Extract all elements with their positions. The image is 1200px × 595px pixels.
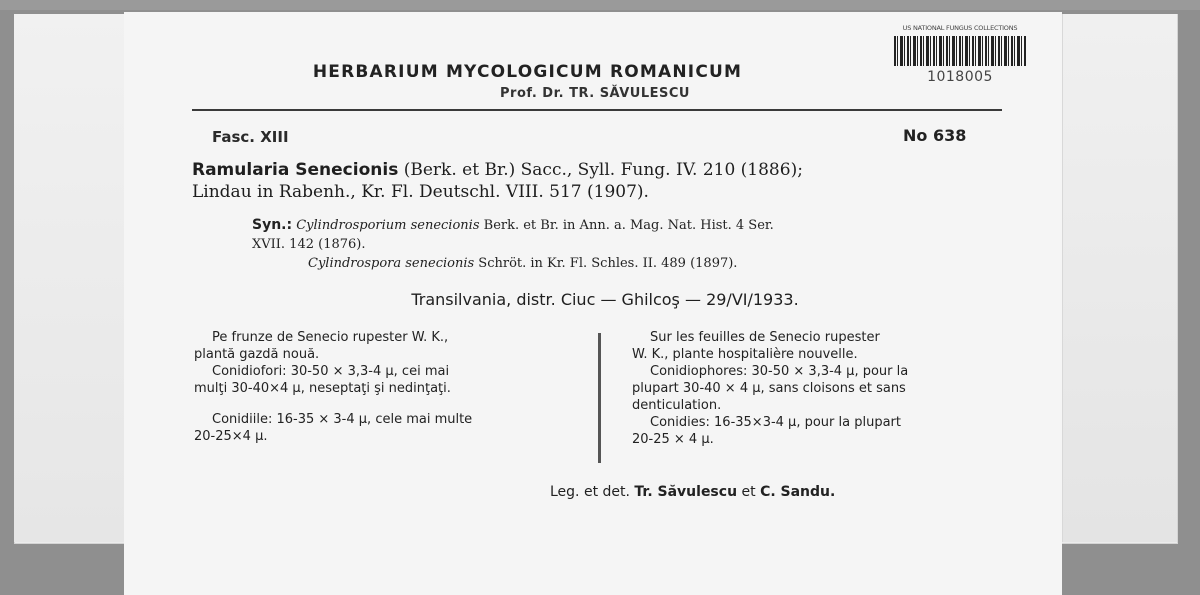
barcode-icon: [894, 36, 1026, 66]
species-authority: (Berk. et Br.) Sacc., Syll. Fung. IV. 210 (1886);: [403, 160, 803, 180]
fr-host-line1: Sur les feuilles de Senecio rupester: [650, 330, 880, 345]
fr-host-line2: W. K., plante hospitalière nouvelle.: [632, 347, 858, 362]
fr-conidiophores-line2: plupart 30-40 × 4 µ, sans cloisons et sans: [632, 381, 906, 396]
collector-name-1: Tr. Săvulescu: [634, 484, 738, 500]
fr-conidia-line2: 20-25 × 4 µ.: [632, 432, 714, 447]
species-authority-2: Lindau in Rabenh., Kr. Fl. Deutschl. VIII. 517 (1907).: [192, 182, 649, 202]
ro-conidiophores-line2: mulţi 30-40×4 µ, neseptaţi şi nedinţaţi.: [194, 381, 451, 396]
ro-conidia-line2: 20-25×4 µ.: [194, 429, 268, 444]
fascicle-label: Fasc. XIII: [212, 128, 289, 146]
locality-text: Transilvania, distr. Ciuc — Ghilcoş — 29/VI/1933.: [411, 290, 799, 309]
synonyms-label: Syn.:: [252, 217, 293, 233]
species-line: [192, 159, 1022, 181]
barcode-label: [890, 24, 1030, 94]
barcode-caption: US NATIONAL FUNGUS COLLECTIONS: [902, 24, 1018, 32]
synonym-2-reference: Schröt. in Kr. Fl. Schles. II. 489 (1897).: [478, 256, 738, 271]
fr-conidiophores-line1: Conidiophores: 30-50 × 3,3-4 µ, pour la: [650, 364, 909, 379]
synonyms-block: [252, 216, 1022, 273]
header-rule: [192, 109, 1002, 111]
specimen-number: No 638: [903, 126, 967, 145]
synonym-1-name: Cylindrosporium senecionis: [296, 218, 480, 233]
collector-line: [550, 484, 835, 500]
collector-name-2: C. Sandu.: [760, 484, 836, 500]
curator-text: Prof. Dr. TR. SĂVULESCU: [500, 86, 690, 101]
synonym-1-reference: Berk. et Br. in Ann. a. Mag. Nat. Hist. 4 Ser.: [483, 218, 774, 233]
locality-line: [0, 290, 1200, 309]
fr-conidia-line1: Conidies: 16-35×3-4 µ, pour la plupart: [650, 415, 901, 430]
collector-joiner: et: [741, 484, 756, 500]
fr-conidiophores-line3: denticulation.: [632, 398, 722, 413]
ro-host-line1: Pe frunze de Senecio rupester W. K.,: [212, 330, 449, 345]
ro-conidiophores-line1: Conidiofori: 30-50 × 3,3-4 µ, cei mai: [212, 364, 450, 379]
ro-conidia-line1: Conidiile: 16-35 × 3-4 µ, cele mai multe: [212, 412, 473, 427]
herbarium-title: HERBARIUM MYCOLOGICUM ROMANICUM: [312, 62, 743, 82]
species-name: Ramularia Senecionis: [192, 160, 399, 180]
synonym-2-name: Cylindrospora senecionis: [308, 256, 475, 271]
synonym-1-reference-cont: XVII. 142 (1876).: [252, 237, 366, 252]
backdrop: [0, 0, 1200, 10]
column-divider: [598, 333, 601, 463]
ro-host-line2: plantă gazdă nouă.: [194, 347, 320, 362]
romanian-description: [194, 329, 574, 445]
barcode-number: 1018005: [927, 69, 993, 85]
french-description: [632, 329, 1016, 448]
collector-prefix: Leg. et det.: [550, 484, 630, 500]
